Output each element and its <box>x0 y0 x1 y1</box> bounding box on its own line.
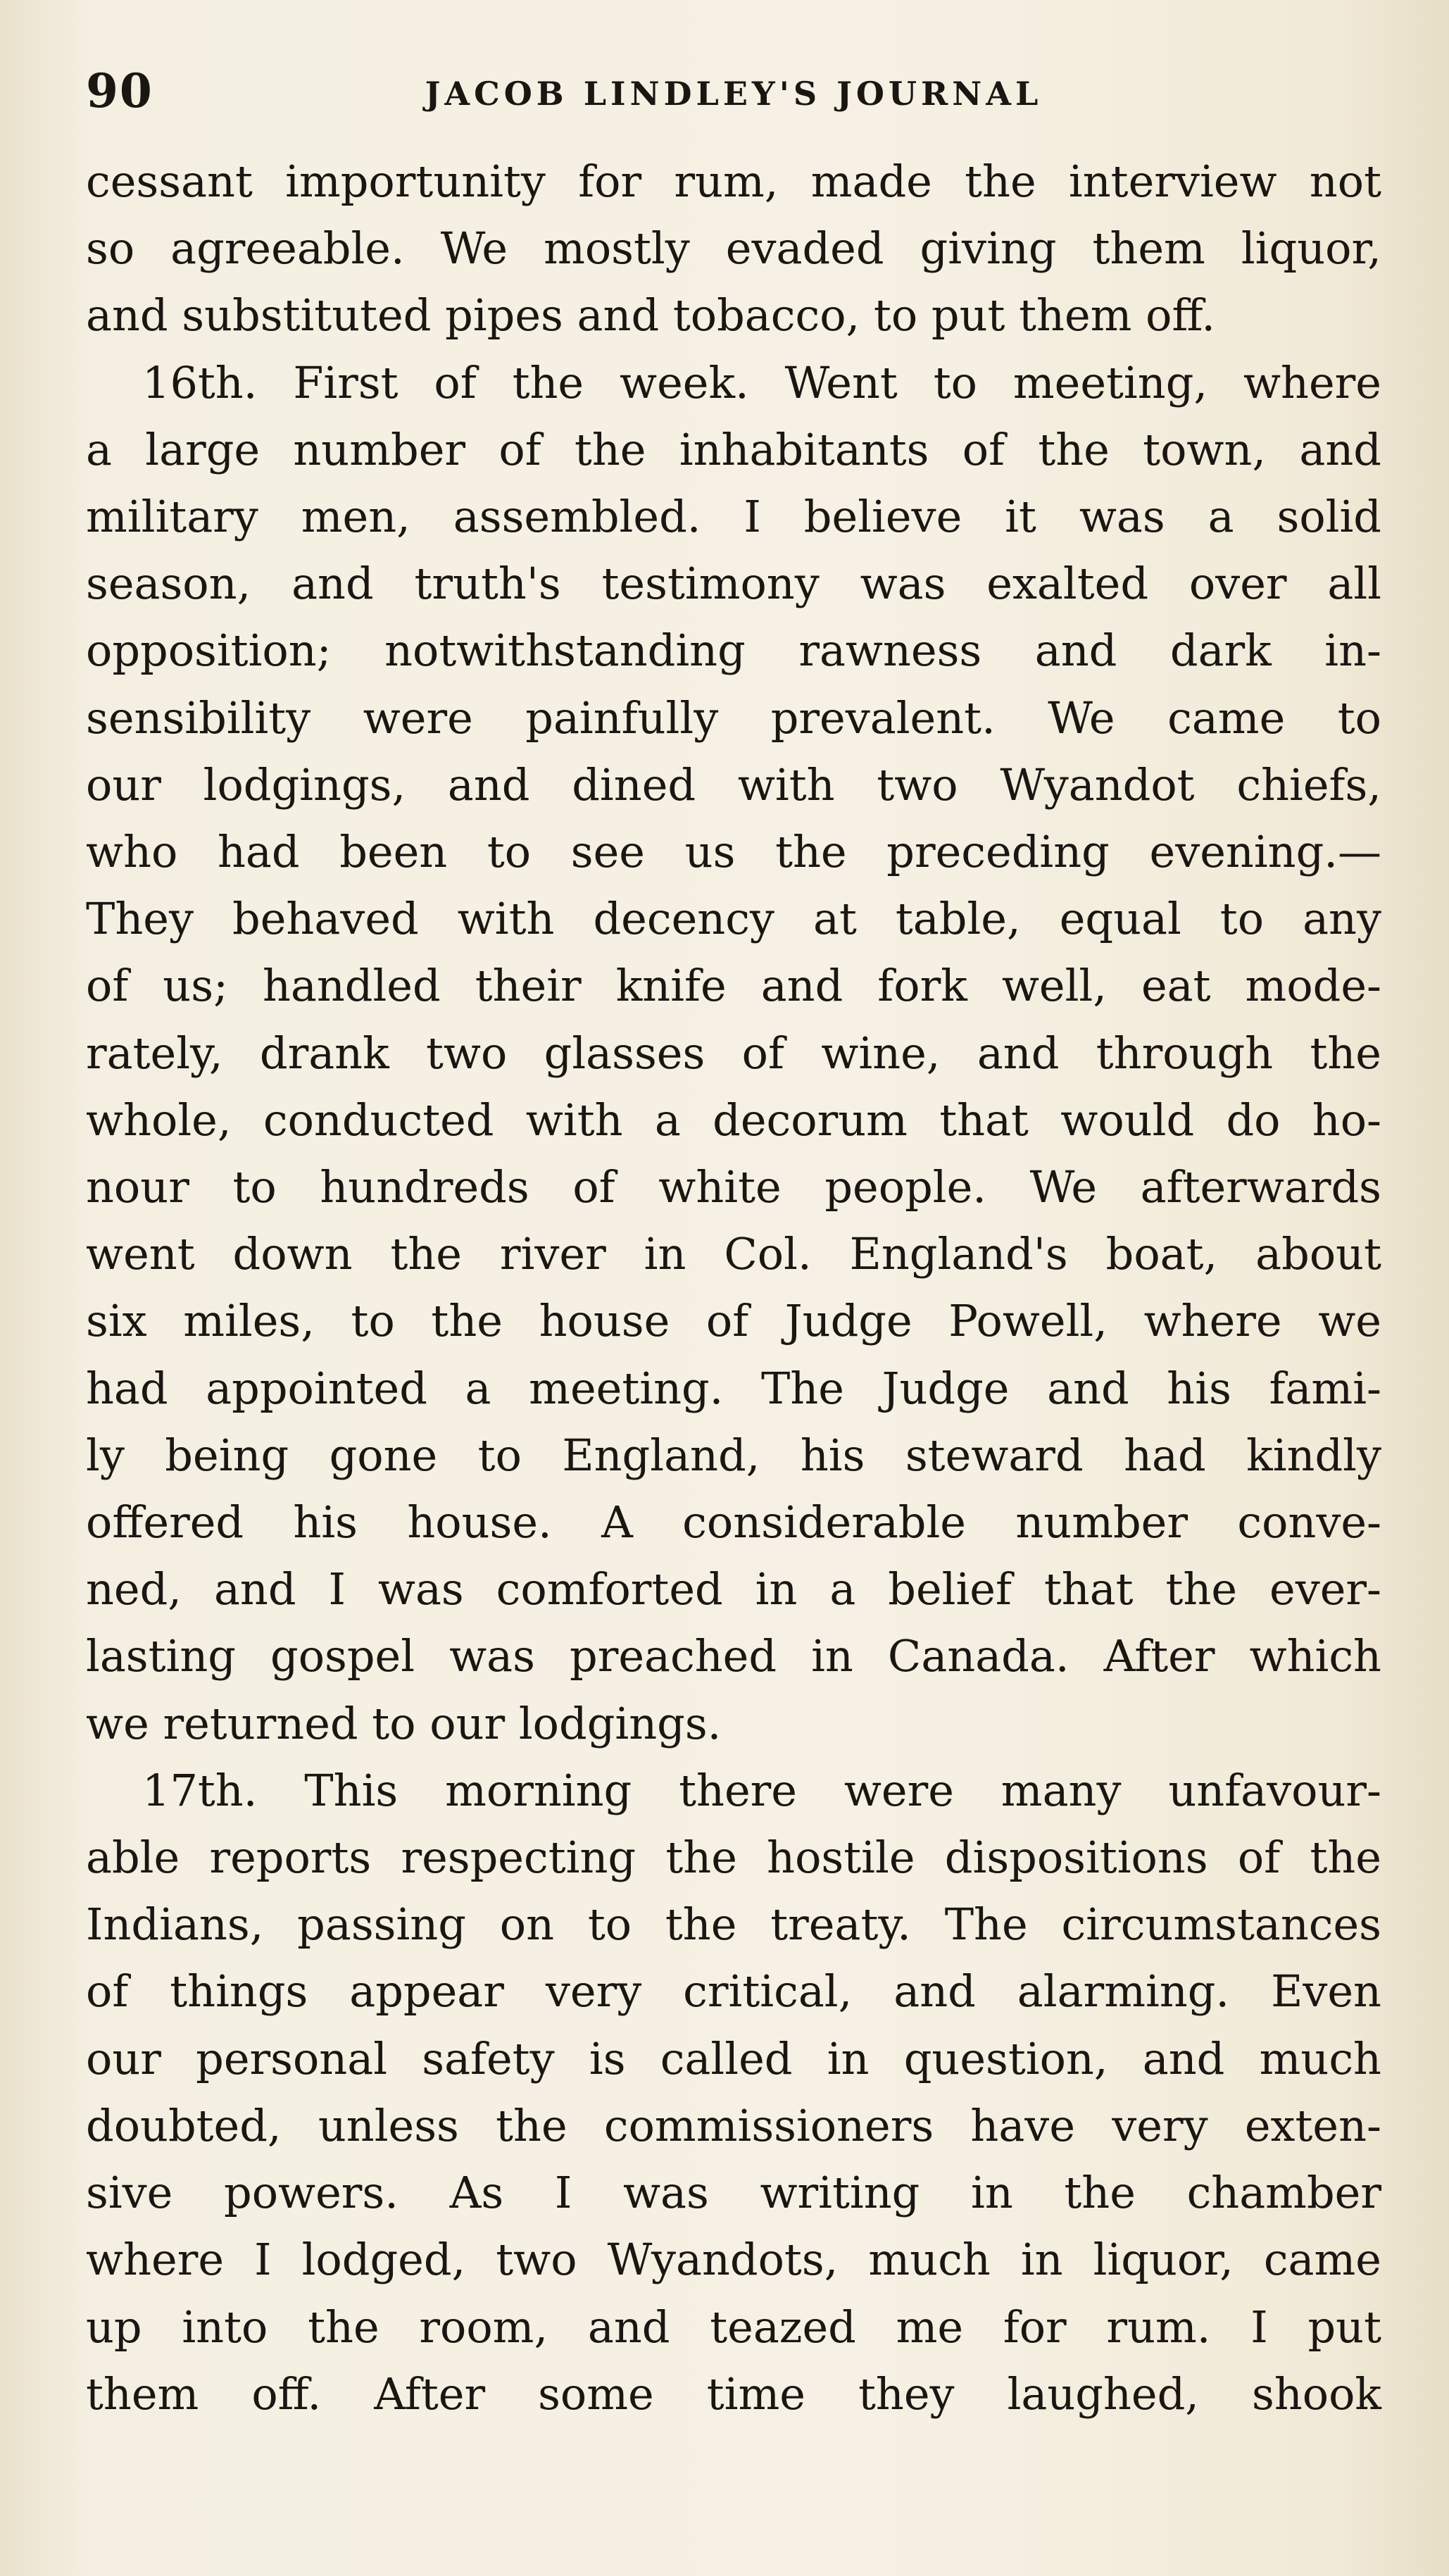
text-line: opposition; notwithstanding rawness and dark in- <box>86 625 1381 677</box>
paragraph <box>86 148 1381 349</box>
text-line: ned, and I was comforted in a belief that the ever- <box>86 1563 1381 1615</box>
text-line: so agreeable. We mostly evaded giving them liquor, <box>86 223 1381 275</box>
text-line: six miles, to the house of Judge Powell, where we <box>86 1295 1381 1347</box>
text-line: They behaved with decency at table, equal to any <box>86 893 1381 945</box>
text-line: our lodgings, and dined with two Wyandot chiefs, <box>86 758 1381 811</box>
text-line: where I lodged, two Wyandots, much in liquor, came <box>86 2234 1381 2286</box>
text-line: rately, drank two glasses of wine, and through the <box>86 1027 1381 1079</box>
text-line: our personal safety is called in question, and much <box>86 2032 1381 2084</box>
text-line: of us; handled their knife and fork well, eat mode- <box>86 960 1381 1012</box>
text-line: sive powers. As I was writing in the chamber <box>86 2167 1381 2219</box>
text-line: them off. After some time they laughed, shook <box>86 2368 1381 2420</box>
text-line: cessant importunity for rum, made the interview not <box>86 156 1381 207</box>
text-line: up into the room, and teazed me for rum. I put <box>86 2301 1381 2353</box>
text-line: 16th. First of the week. Went to meeting, where <box>142 356 1381 408</box>
text-line: offered his house. A considerable number conve- <box>86 1496 1381 1549</box>
text-line: we returned to our lodgings. <box>86 1697 722 1749</box>
text-line: and substituted pipes and tobacco, to put them off. <box>86 289 1216 342</box>
text-line: nour to hundreds of white people. We afterwards <box>86 1161 1381 1213</box>
text-line: had appointed a meeting. The Judge and his fami- <box>86 1362 1381 1414</box>
text-line: lasting gospel was preached in Canada. After which <box>86 1630 1381 1682</box>
text-line: doubted, unless the commissioners have very exten- <box>86 2099 1381 2151</box>
page-header <box>86 63 1381 127</box>
text-line: a large number of the inhabitants of the town, and <box>86 423 1381 475</box>
text-line: 17th. This morning there were many unfavour- <box>142 1764 1381 1816</box>
text-line: whole, conducted with a decorum that would do ho- <box>86 1094 1381 1146</box>
text-line: ly being gone to England, his steward had kindly <box>86 1429 1381 1481</box>
page-number: 90 <box>86 63 153 118</box>
text-line: military men, assembled. I believe it was a solid <box>86 491 1381 543</box>
text-line: of things appear very critical, and alarming. Even <box>86 1965 1381 2018</box>
text-line: Indians, passing on to the treaty. The circumstances <box>86 1899 1381 1951</box>
body-text <box>86 148 1381 2427</box>
text-line: season, and truth's testimony was exalted over all <box>86 558 1381 610</box>
paragraph <box>86 1757 1381 2427</box>
running-head: JACOB LINDLEY'S JOURNAL <box>425 75 1043 113</box>
paragraph <box>86 349 1381 1757</box>
text-line: went down the river in Col. England's boat, about <box>86 1228 1381 1280</box>
text-line: who had been to see us the preceding evening.— <box>86 826 1381 878</box>
text-line: able reports respecting the hostile dispositions of the <box>86 1832 1381 1884</box>
text-line: sensibility were painfully prevalent. We came to <box>86 692 1381 744</box>
